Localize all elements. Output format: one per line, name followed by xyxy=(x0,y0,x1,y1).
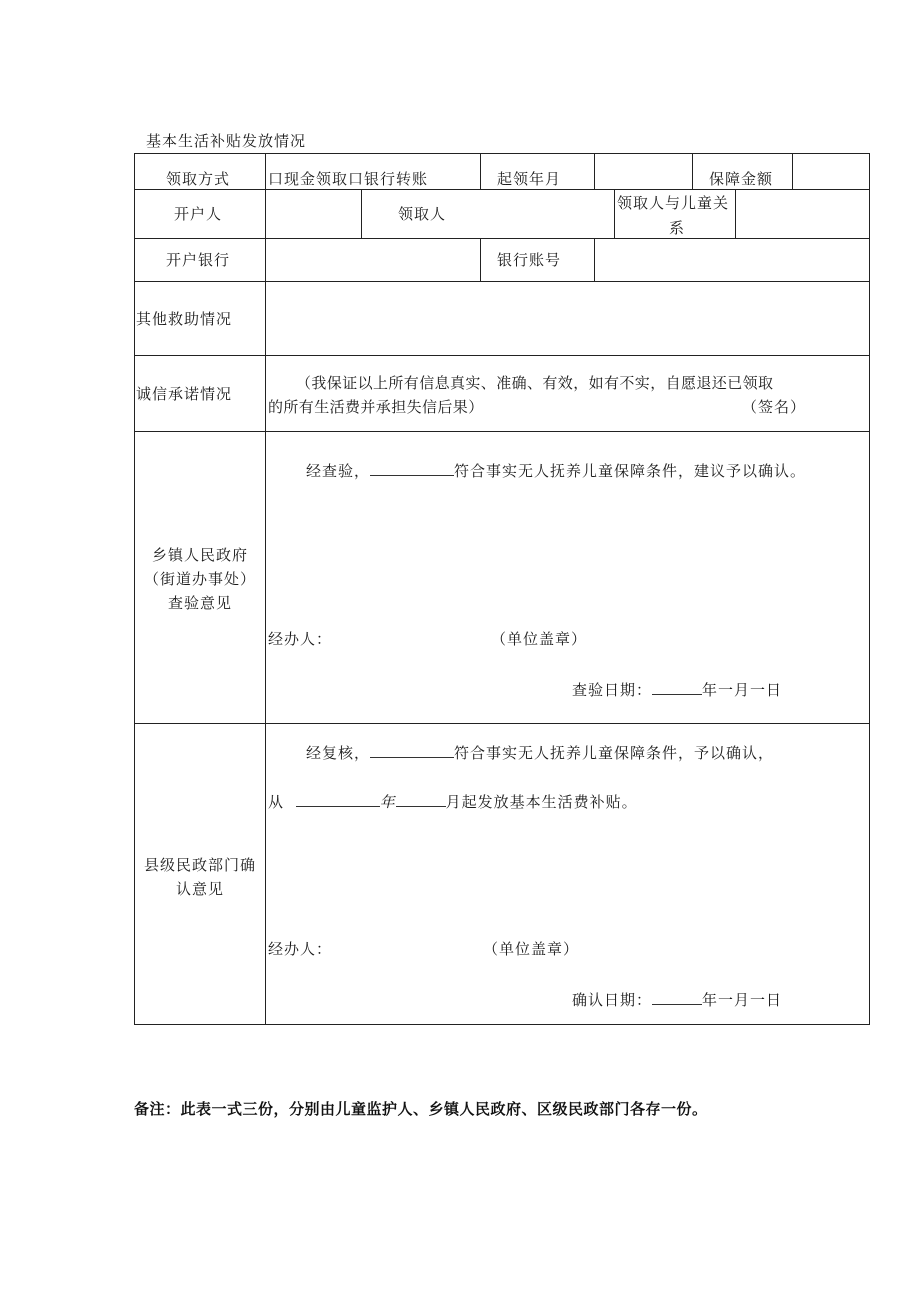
section-title: 基本生活补贴发放情况 xyxy=(146,132,307,150)
bank-label: 开户银行 xyxy=(166,251,231,269)
relation-label-line1: 领取人与儿童关 xyxy=(617,194,730,212)
relation-label-line2: 系 xyxy=(669,219,686,237)
amount-field[interactable] xyxy=(794,155,867,187)
signature-label: （签名） xyxy=(742,398,807,416)
review-blank[interactable] xyxy=(370,743,454,758)
verify-date: 查验日期： 年一月一日 xyxy=(572,681,783,699)
account-holder-label: 开户人 xyxy=(174,205,223,223)
review-date: 确认日期： 年一月一日 xyxy=(572,991,783,1009)
recipient-label: 领取人 xyxy=(398,205,447,223)
verify-handler: 经办人： xyxy=(268,630,333,648)
account-number-field[interactable] xyxy=(596,240,867,279)
county-label-line1: 县级民政部门确 xyxy=(143,856,256,874)
method-label: 领取方式 xyxy=(166,170,231,188)
integrity-label: 诚信承诺情况 xyxy=(136,385,233,403)
bank-field[interactable] xyxy=(267,240,478,279)
township-label-line1: 乡镇人民政府 xyxy=(151,546,248,564)
footnote: 备注：此表一式三份，分别由儿童监护人、乡镇人民政府、区级民政部门各存一份。 xyxy=(134,1100,708,1118)
verify-text: 经查验， 符合事实无人抚养儿童保障条件，建议予以确认。 xyxy=(306,462,807,480)
start-month-label: 起领年月 xyxy=(497,170,562,188)
verify-year-blank[interactable] xyxy=(652,680,702,695)
township-label-line3: 查验意见 xyxy=(167,594,232,612)
township-label-line2: （街道办事处） xyxy=(143,570,256,588)
review-handler: 经办人： xyxy=(268,940,333,958)
relation-field[interactable] xyxy=(737,191,867,236)
review-date-year-blank[interactable] xyxy=(652,990,702,1005)
county-label-line2: 认意见 xyxy=(175,880,224,898)
start-month-field[interactable] xyxy=(596,155,690,187)
promise-text-line2: 的所有生活费并承担失信后果） xyxy=(268,398,484,416)
other-aid-field[interactable] xyxy=(267,283,867,353)
review-seal: （单位盖章） xyxy=(483,940,580,958)
other-aid-label: 其他救助情况 xyxy=(136,310,233,328)
promise-text-line1: （我保证以上所有信息真实、准确、有效，如有不实，自愿退还已领取 xyxy=(296,374,774,392)
verify-seal: （单位盖章） xyxy=(491,630,588,648)
review-year-blank[interactable] xyxy=(296,792,380,807)
amount-label: 保障金额 xyxy=(709,170,774,188)
review-text: 经复核， 符合事实无人抚养儿童保障条件，予以确认， xyxy=(306,744,775,762)
review-month-blank[interactable] xyxy=(396,792,446,807)
method-options[interactable]: 口现金领取口银行转账 xyxy=(268,170,429,188)
recipient-field[interactable] xyxy=(482,191,612,236)
review-start-date: 从 年 月起发放基本生活费补贴。 xyxy=(268,793,638,811)
verify-blank[interactable] xyxy=(370,461,454,476)
account-number-label: 银行账号 xyxy=(497,251,562,269)
account-holder-field[interactable] xyxy=(267,191,359,236)
